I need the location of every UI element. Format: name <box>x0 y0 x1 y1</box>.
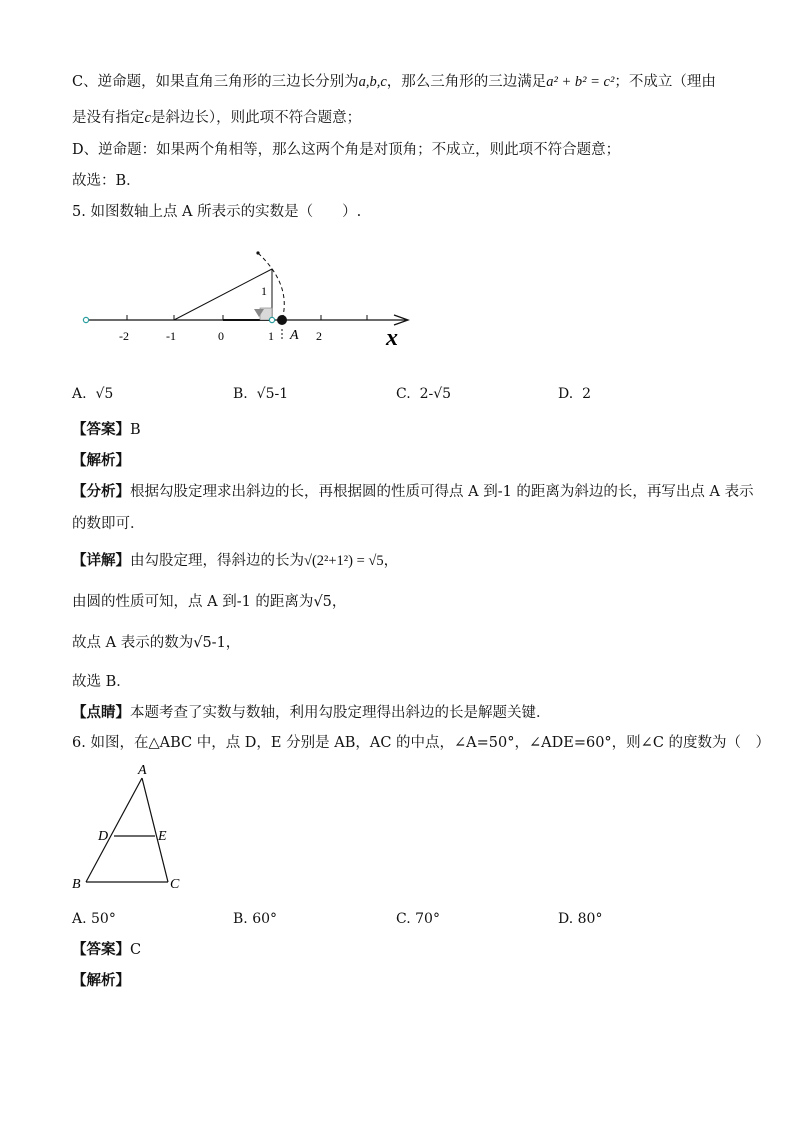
q5-option-d-letter: D. <box>558 386 574 402</box>
q5-detail-tag: 【详解】 <box>72 552 130 569</box>
q5-step3-value: √5-1 <box>193 635 226 651</box>
q5-option-c-value: 2-√5 <box>419 386 452 402</box>
q5-option-c[interactable] <box>396 384 451 404</box>
q5-detail-line <box>72 551 398 571</box>
q6-option-a-value: 50° <box>91 911 116 927</box>
q6-option-b-value: 60° <box>252 911 278 927</box>
q6-option-b-letter: B. <box>233 911 248 927</box>
q5-analysis-tag <box>72 451 130 471</box>
q5-fenxi-tag: 【分析】 <box>72 483 130 500</box>
q5-step3-comma: ， <box>225 635 241 651</box>
q6-option-b[interactable] <box>233 909 277 929</box>
q5-fenxi-line1 <box>72 482 754 502</box>
q4-c-text-b: ，那么三角形的三边满足 <box>386 74 547 90</box>
q6-option-c-letter: C. <box>396 911 411 927</box>
vertex-c-label: C <box>170 877 180 892</box>
number-line-figure <box>78 245 418 355</box>
tick-label-2: 2 <box>316 329 322 343</box>
height-label: 1 <box>261 284 267 298</box>
q5-option-b[interactable] <box>233 384 288 404</box>
q5-step2-value: √5 <box>313 594 332 610</box>
q6-option-a[interactable] <box>72 909 116 929</box>
q5-step2-text: 由圆的性质可知，点 A 到-1 的距离为 <box>72 594 314 610</box>
q5-answer-tag: 【答案】 <box>72 421 130 438</box>
q5-answer-value: B <box>130 422 141 438</box>
q5-option-c-letter: C. <box>396 386 411 402</box>
vertex-b-label: B <box>72 877 81 892</box>
q4-d-line: D、逆命题：如果两个角相等，那么这两个角是对顶角；不成立，则此项不符合题意； <box>72 142 621 158</box>
q6-analysis-tag <box>72 971 130 991</box>
q4-c-text-c: ；不成立（理由 <box>614 74 716 90</box>
arc-start-dot <box>256 251 259 254</box>
axis-start-dot <box>83 317 88 322</box>
q5-stem: 5. 如图数轴上点 A 所表示的实数是（ ）. <box>72 204 362 220</box>
q6-answer-tag: 【答案】 <box>72 941 130 958</box>
q5-option-a-letter: A. <box>72 386 87 402</box>
q4-c-text-a: C、逆命题，如果直角三角形的三边长分别为 <box>72 74 359 90</box>
vertex-d-label: D <box>98 829 109 844</box>
tick-label-0: 0 <box>218 329 224 343</box>
q6-answer <box>72 940 141 960</box>
point-a-dot <box>277 315 287 325</box>
q4-c-equation: a² + b² = c² <box>546 74 615 90</box>
triangle-figure <box>66 762 196 898</box>
q5-dianjing <box>72 703 551 723</box>
q5-fenxi-line2: 的数即可． <box>72 516 145 532</box>
q4-c-line1 <box>72 72 716 92</box>
q5-step2-comma: ， <box>331 594 347 610</box>
vertex-a-label: A <box>138 763 147 778</box>
q6-analysis-label: 【解析】 <box>72 972 130 989</box>
q5-option-d[interactable] <box>558 384 591 404</box>
q5-dianjing-tag: 【点睛】 <box>72 704 130 721</box>
q4-choose: 故选：B． <box>72 173 141 189</box>
q6-stem: 6. 如图，在△ABC 中，点 D，E 分别是 AB，AC 的中点，∠A=50°，∠ADE=60°，则∠C 的度数为（ ） <box>72 735 771 751</box>
q5-option-d-value: 2 <box>582 386 592 402</box>
q5-step3-text: 故点 A 表示的数为 <box>72 635 194 651</box>
axis-x-label: x <box>386 325 398 351</box>
q6-option-c[interactable] <box>396 909 440 929</box>
q6-option-c-value: 70° <box>415 911 440 927</box>
q4-c2-text-b: 是斜边长），则此项不符合题意； <box>150 110 362 126</box>
q4-c-vars: a,b,c <box>358 74 387 90</box>
q5-answer <box>72 420 141 440</box>
q5-fenxi-text: 根据勾股定理求出斜边的长，再根据圆的性质可得点 A 到-1 的距离为斜边的长，再写出点 A 表示 <box>130 484 754 500</box>
q5-choose: 故选 B． <box>72 674 131 690</box>
vertex-e-label: E <box>158 829 167 844</box>
q5-step2 <box>72 592 346 612</box>
q5-option-b-value: √5-1 <box>256 386 289 402</box>
q4-c2-var: c <box>144 110 151 126</box>
point-one-dot <box>269 317 274 322</box>
tick-label-1: 1 <box>268 329 274 343</box>
q4-c-line2 <box>72 108 361 128</box>
q6-answer-value: C <box>130 942 142 958</box>
q5-option-a[interactable] <box>72 384 113 404</box>
q5-detail-equation: √(2²+1²) = √5 <box>304 553 384 569</box>
q5-detail-text: 由勾股定理，得斜边的长为 <box>130 553 304 569</box>
q5-option-b-letter: B. <box>233 386 248 402</box>
q4-c2-text-a: 是没有指定 <box>72 110 145 126</box>
q6-option-d-letter: D. <box>558 911 574 927</box>
q5-step3 <box>72 633 240 653</box>
q5-detail-comma: ， <box>383 553 399 569</box>
q6-option-a-letter: A. <box>72 911 87 927</box>
q5-analysis-label: 【解析】 <box>72 452 130 469</box>
q6-option-d[interactable] <box>558 909 602 929</box>
tick-label-minus-1: -1 <box>166 329 176 343</box>
side-ab <box>86 778 142 882</box>
tick-label-minus-2: -2 <box>119 329 129 343</box>
q5-dianjing-text: 本题考查了实数与数轴，利用勾股定理得出斜边的长是解题关键． <box>130 705 551 721</box>
point-a-label: A <box>290 328 299 343</box>
q6-option-d-value: 80° <box>577 911 603 927</box>
q5-option-a-value: √5 <box>95 386 114 402</box>
